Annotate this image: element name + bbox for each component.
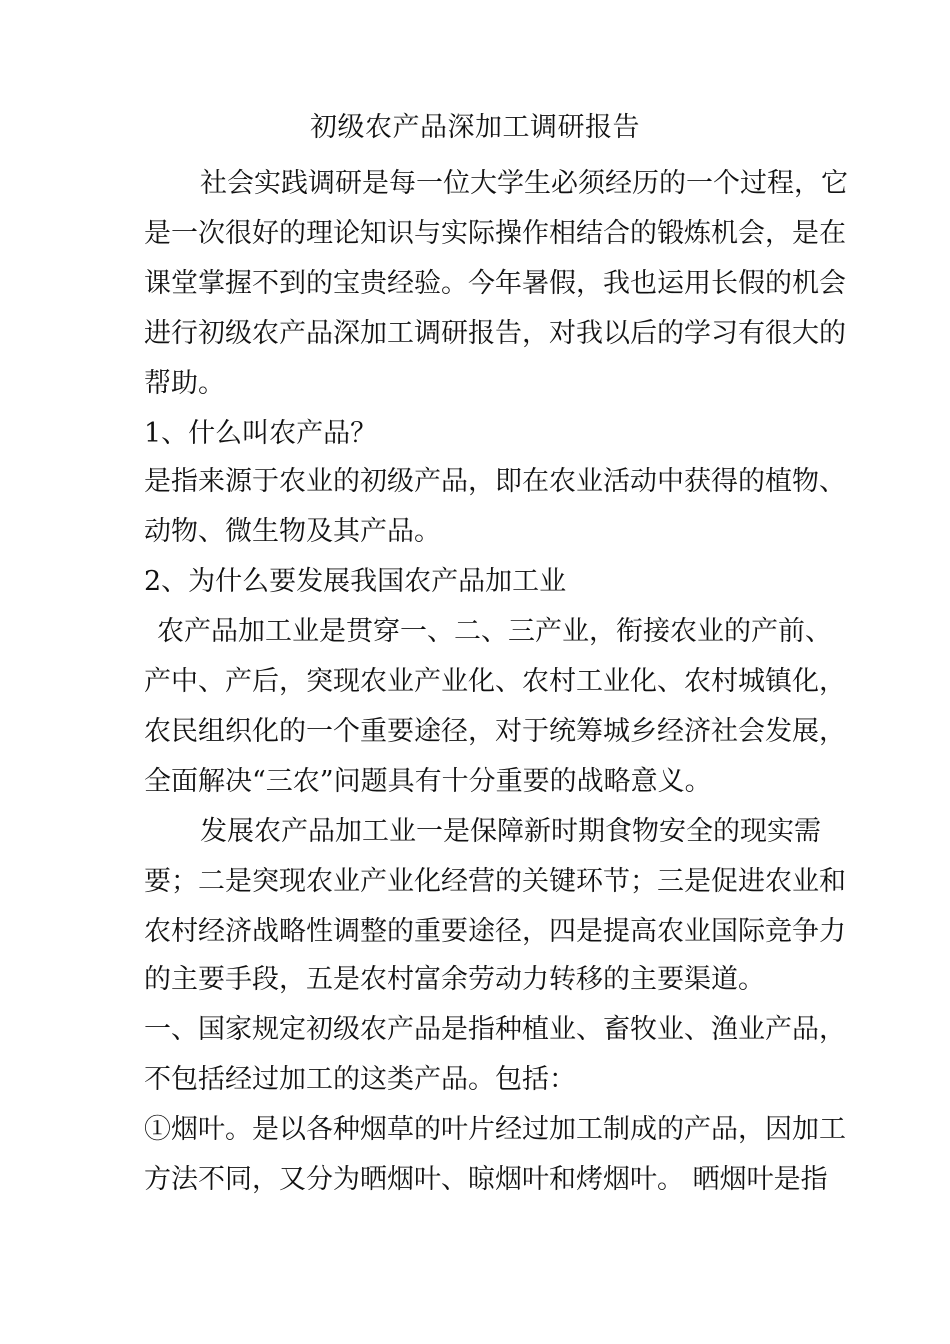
- paragraph-line: 是指来源于农业的初级产品，即在农业活动中获得的植物、: [144, 466, 846, 497]
- paragraph-line: 方法不同，又分为晒烟叶、晾烟叶和烤烟叶。 晒烟叶是指: [144, 1164, 828, 1195]
- paragraph-line: 社会实践调研是每一位大学生必须经历的一个过程，它: [200, 168, 848, 199]
- paragraph-line: 帮助。: [144, 368, 225, 399]
- paragraph-line: 动物、微生物及其产品。: [144, 516, 441, 547]
- paragraph-line: 农民组织化的一个重要途径，对于统筹城乡经济社会发展，: [144, 716, 846, 747]
- document-title: 初级农产品深加工调研报告: [310, 112, 640, 143]
- paragraph-line: 全面解决“三农”问题具有十分重要的战略意义。: [144, 766, 712, 797]
- paragraph-line: ①烟叶。是以各种烟草的叶片经过加工制成的产品，因加工: [144, 1114, 846, 1145]
- paragraph-line: 一、国家规定初级农产品是指种植业、畜牧业、渔业产品，: [144, 1014, 846, 1045]
- section-heading: 2、为什么要发展我国农产品加工业: [144, 566, 567, 597]
- paragraph-line: 发展农产品加工业一是保障新时期食物安全的现实需: [200, 816, 821, 847]
- paragraph-line: 不包括经过加工的这类产品。包括：: [144, 1064, 576, 1095]
- paragraph-line: 农村经济战略性调整的重要途径，四是提高农业国际竞争力: [144, 916, 846, 947]
- section-heading: 1、什么叫农产品？: [144, 418, 378, 449]
- paragraph-line: 要；二是突现农业产业化经营的关键环节；三是促进农业和: [144, 866, 846, 897]
- paragraph-line: 的主要手段，五是农村富余劳动力转移的主要渠道。: [144, 964, 765, 995]
- paragraph-line: 课堂掌握不到的宝贵经验。今年暑假，我也运用长假的机会: [144, 268, 846, 299]
- paragraph-line: 农产品加工业是贯穿一、二、三产业，衔接农业的产前、: [157, 616, 832, 647]
- paragraph-line: 进行初级农产品深加工调研报告，对我以后的学习有很大的: [144, 318, 846, 349]
- paragraph-line: 产中、产后，突现农业产业化、农村工业化、农村城镇化，: [144, 666, 846, 697]
- paragraph-line: 是一次很好的理论知识与实际操作相结合的锻炼机会，是在: [144, 218, 846, 249]
